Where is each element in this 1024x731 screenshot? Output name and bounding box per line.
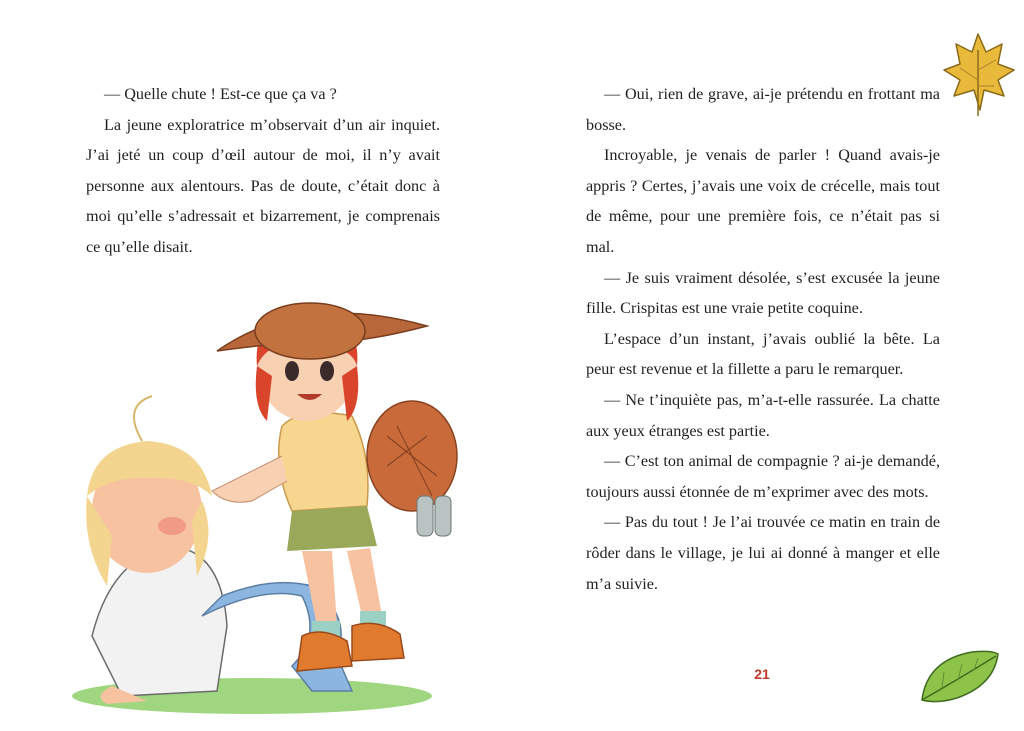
- paragraph: — Pas du tout ! Je l’ai trouvée ce matin en train de rôder dans le village, je lui ai donné à manger et elle m’a suivie.: [586, 513, 940, 593]
- left-page-text: [86, 79, 440, 263]
- right-page-text: [586, 79, 940, 599]
- paragraph: L’espace d’un instant, j’avais oublié la bête. La peur est revenue et la fillette a paru le remarquer.: [586, 329, 940, 379]
- children-illustration: [52, 296, 472, 726]
- paragraph: — Oui, rien de grave, ai-je prétendu en frottant ma bosse.: [586, 85, 940, 134]
- green-leaf-icon: [912, 640, 1002, 710]
- paragraph: Incroyable, je venais de parler ! Quand avais-je appris ? Certes, j’avais une voix de crécelle, mais tout de même, pour une première fois, ce n’était pas si mal.: [586, 146, 940, 256]
- yellow-maple-leaf-icon: [940, 30, 1016, 120]
- paragraph: — Je suis vraiment désolée, s’est excusée la jeune fille. Crispitas est une vraie petite coquine.: [586, 268, 940, 318]
- paragraph: — Quelle chute ! Est-ce que ça va ?: [104, 85, 337, 103]
- page-number: 21: [754, 666, 770, 682]
- paragraph: — Ne t’inquiète pas, m’a-t-elle rassurée. La chatte aux yeux étranges est partie.: [586, 390, 940, 440]
- paragraph: — C’est ton animal de compagnie ? ai-je demandé, toujours aussi étonnée de m’exprimer avec des mots.: [586, 452, 940, 501]
- paragraph: La jeune exploratrice m’observait d’un air inquiet. J’ai jeté un coup d’œil autour de moi, il n’y avait personne aux alentours. Pas de doute, c’était donc à moi qu’elle s’adressait et bizarrement, je comprenais ce qu’elle disait.: [86, 115, 440, 256]
